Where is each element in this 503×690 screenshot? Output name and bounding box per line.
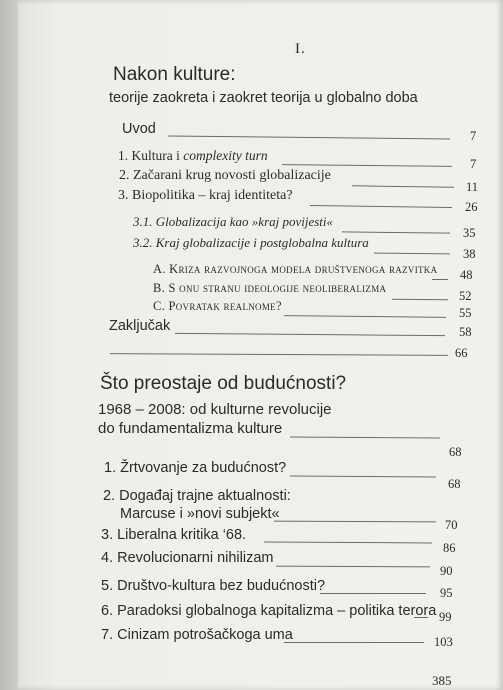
section1-subtitle: teorije zaokreta i zaokret teorija u globalno doba [109, 90, 418, 106]
toc-page: 68 [448, 477, 461, 491]
leader-line [432, 279, 448, 280]
leader-line [414, 617, 428, 618]
toc-entry-kultura [118, 148, 268, 164]
toc-entry-paradoksi: 6. Paradoksi globalnoga kapitalizma – politika terora [101, 603, 437, 619]
toc-entry-3-1: 3.1. Globalizacija kao »kraj povijesti« [133, 214, 334, 229]
toc-entry-dogadaj: 2. Događaj trajne aktualnosti: [103, 488, 291, 504]
toc-page: 68 [449, 445, 462, 459]
toc-entry-revolucionarni: 4. Revolucionarni nihilizam [101, 550, 274, 566]
leader-line [284, 642, 424, 643]
section2-subtitle-line1: 1968 – 2008: od kulturne revolucije [98, 401, 332, 418]
toc-entry-text: Kultura i [131, 148, 184, 163]
section1-title: Nakon kulture: [113, 64, 236, 85]
toc-page: 35 [463, 226, 476, 240]
toc-page: 55 [459, 306, 472, 320]
toc-page: 58 [459, 325, 472, 339]
toc-entry-liberalna: 3. Liberalna kritika ‘68. [101, 527, 247, 543]
toc-page: 7 [470, 157, 477, 171]
toc-page: 11 [466, 180, 479, 194]
toc-entry-num: 1. [118, 148, 129, 163]
section2-subtitle-line2: do fundamentalizma kulture [98, 420, 283, 437]
toc-entry-drustvo: 5. Društvo-kultura bez budućnosti? [101, 578, 326, 594]
toc-entry-biopolitika: 3. Biopolitika – kraj identiteta? [118, 188, 293, 203]
section2-title: Što preostaje od budućnosti? [100, 373, 347, 394]
toc-entry-cinizam: 7. Cinizam potrošačkoga uma [101, 627, 293, 643]
toc-entry-3-2: 3.2. Kraj globalizacije i postglobalna kultura [133, 235, 369, 250]
toc-page: 38 [463, 247, 476, 261]
toc-entry-c: C. Povratak realnome? [153, 299, 282, 313]
toc-page: 70 [445, 518, 458, 532]
toc-page: 103 [434, 635, 453, 649]
toc-page: 66 [455, 346, 468, 360]
part-numeral: I. [295, 41, 306, 57]
toc-entry-italic: complexity turn [183, 148, 268, 163]
leader-line [320, 593, 426, 594]
toc-entry-b: B. S onu stranu ideologije neoliberalizma [153, 281, 387, 295]
toc-entry-zakljucak: Zaključak [109, 318, 171, 334]
toc-page: 48 [460, 268, 473, 282]
toc-entry-zrtvovanje: 1. Žrtvovanje za budućnost? [104, 460, 287, 476]
toc-page: 99 [439, 610, 452, 624]
page-number: 385 [432, 673, 452, 688]
toc-entry-a: A. Kriza razvojnoga modela društvenoga razvitka [153, 262, 438, 276]
toc-page: 7 [470, 129, 477, 143]
toc-page: 52 [459, 289, 472, 303]
toc-page: 95 [440, 586, 453, 600]
toc-page: 86 [443, 541, 456, 555]
toc-page: 90 [440, 564, 453, 578]
toc-entry-marcuse: Marcuse i »novi subjekt« [120, 506, 280, 522]
book-spine-shadow [0, 0, 18, 690]
toc-entry-zacarani: 2. Začarani krug novosti globalizacije [119, 168, 331, 183]
toc-entry-uvod: Uvod [122, 121, 156, 137]
toc-page: 26 [465, 200, 478, 214]
